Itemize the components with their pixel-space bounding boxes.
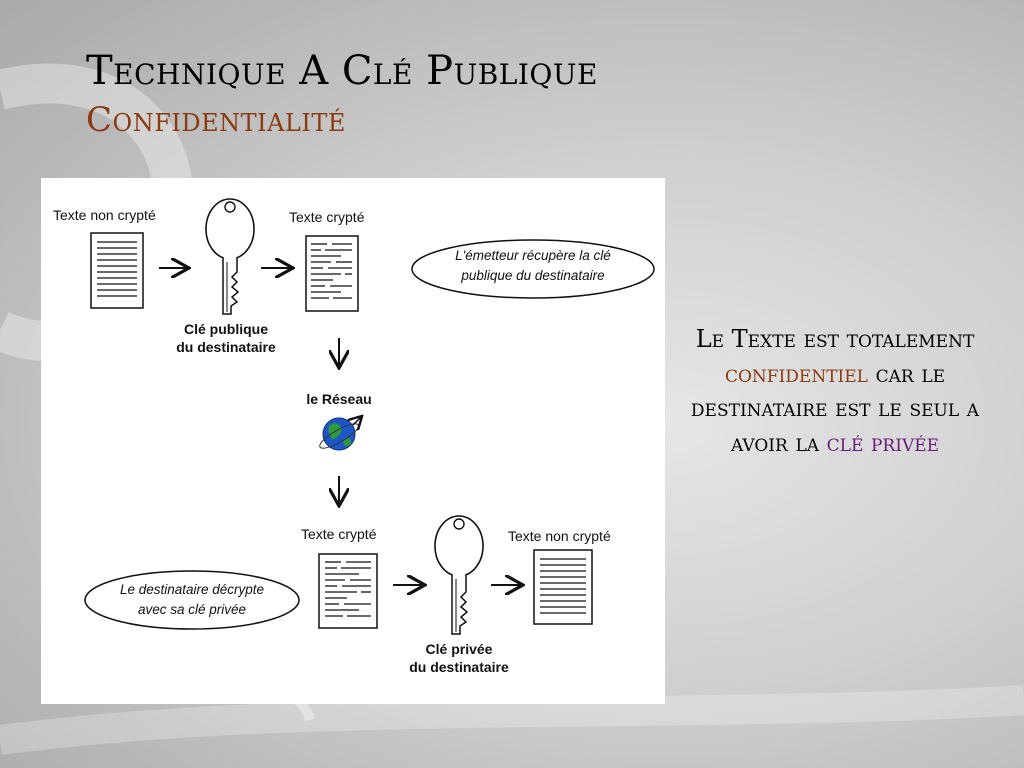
statement-highlight-cle-privee: clé privée — [826, 428, 940, 457]
slide-title: Technique A Clé Publique — [86, 48, 598, 94]
key-icon — [435, 516, 483, 634]
document-icon — [534, 550, 592, 624]
document-icon — [319, 554, 377, 628]
public-key-caption — [151, 320, 301, 356]
top-oval-line1: L'émetteur récupère la clé — [455, 248, 611, 263]
slide-subtitle: Confidentialité — [86, 100, 346, 140]
public-key-caption-line2: du destinataire — [176, 339, 276, 355]
label-ciphertext-top: Texte crypté — [289, 209, 365, 225]
statement-part2: car le destinataire est le seul a avoir la — [690, 359, 980, 457]
encryption-diagram — [41, 178, 665, 704]
document-icon — [91, 233, 143, 308]
label-ciphertext-bottom: Texte crypté — [301, 526, 377, 542]
label-plaintext-bottom: Texte non crypté — [508, 528, 611, 544]
top-oval-text — [413, 246, 653, 286]
network-label: le Réseau — [306, 391, 372, 407]
statement-part1: Le Texte est totalement — [695, 325, 975, 353]
top-oval-line2: publique du destinataire — [461, 268, 605, 283]
document-icon — [306, 236, 358, 311]
private-key-caption-line1: Clé privée — [425, 641, 493, 657]
bottom-oval-line2: avec sa clé privée — [137, 602, 247, 617]
statement-highlight-confidentiel: confidentiel — [724, 359, 868, 388]
key-icon — [206, 199, 254, 314]
public-key-caption-line1: Clé publique — [184, 321, 268, 337]
bottom-oval-line1: Le destinataire décrypte — [119, 582, 265, 597]
globe-icon — [317, 417, 361, 452]
confidentiality-statement — [680, 322, 990, 460]
label-plaintext-top: Texte non crypté — [53, 207, 156, 223]
private-key-caption — [379, 640, 539, 676]
bottom-oval-text — [86, 580, 298, 620]
private-key-caption-line2: du destinataire — [409, 659, 509, 675]
